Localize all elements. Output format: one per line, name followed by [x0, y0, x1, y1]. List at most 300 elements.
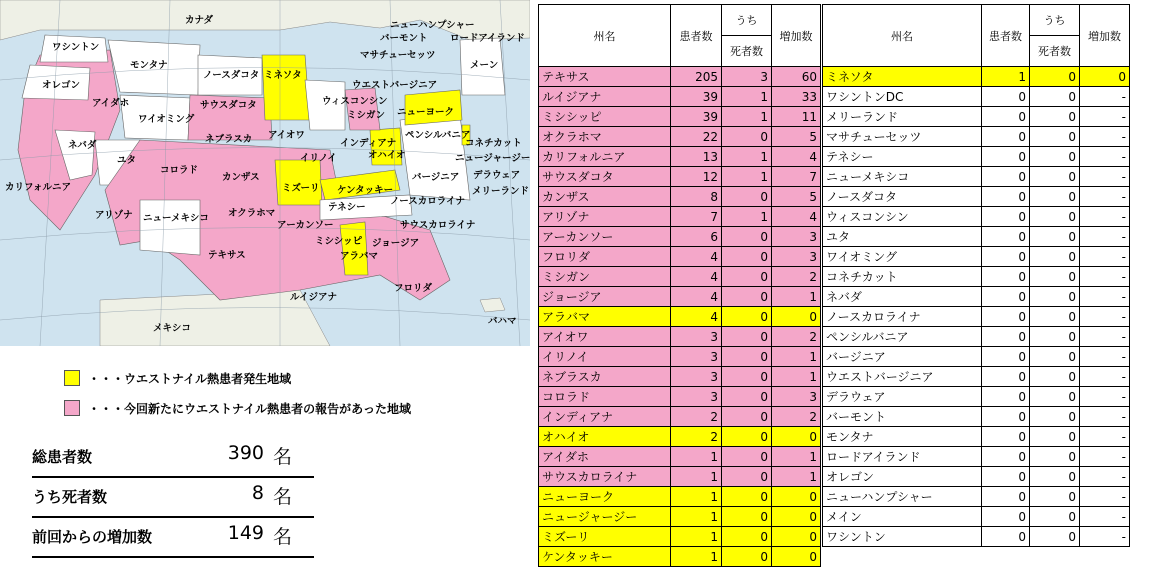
us-map: [0, 0, 530, 346]
map-label-texas: テキサス: [208, 250, 246, 261]
patients-cell: 205: [671, 67, 722, 87]
map-label-wisconsin: ウィスコンシン: [322, 96, 388, 107]
map-label-arkansas: アーカンソー: [277, 220, 334, 231]
patients-cell: 0: [982, 407, 1030, 427]
map-label-kentucky: ケンタッキー: [337, 185, 394, 196]
patients-cell: 0: [982, 307, 1030, 327]
patients-cell: 0: [982, 267, 1030, 287]
header-patients: 患者数: [671, 5, 722, 67]
patients-cell: 1: [671, 547, 722, 567]
increase-cell: -: [1080, 327, 1130, 347]
patients-cell: 22: [671, 127, 722, 147]
header-deaths-group: [1030, 5, 1080, 67]
deaths-cell: 0: [1030, 507, 1080, 527]
increase-cell: -: [1080, 527, 1130, 547]
state-cell: ケンタッキー: [539, 547, 671, 567]
deaths-cell: 0: [1030, 267, 1080, 287]
patients-cell: 1: [671, 487, 722, 507]
increase-cell: -: [1080, 307, 1130, 327]
stat-unit: 名: [272, 446, 292, 468]
increase-cell: 0: [772, 307, 821, 327]
legend-item-occurrence: [64, 368, 514, 388]
state-cell: ジョージア: [539, 287, 671, 307]
patients-cell: 0: [982, 347, 1030, 367]
table-row: [539, 227, 821, 247]
map-label-louisiana: ルイジアナ: [290, 292, 338, 303]
map-label-new-hampshire: ニューハンプシャー: [390, 20, 475, 31]
table-row: [539, 207, 821, 227]
increase-cell: 11: [772, 107, 821, 127]
stat-label: 前回からの増加数: [32, 528, 153, 546]
map-label-new-mexico: ニューメキシコ: [143, 213, 209, 224]
state-cell: サウスダコタ: [539, 167, 671, 187]
increase-cell: -: [1080, 207, 1130, 227]
patients-cell: 0: [982, 227, 1030, 247]
stat-value: 8: [251, 482, 264, 504]
map-label-wyoming: ワイオミング: [138, 114, 195, 125]
table-row: [823, 307, 1130, 327]
increase-cell: -: [1080, 387, 1130, 407]
map-label-minnesota: ミネソタ: [264, 70, 302, 81]
increase-cell: -: [1080, 107, 1130, 127]
state-cell: テネシー: [823, 147, 982, 167]
deaths-cell: 0: [722, 347, 772, 367]
legend-swatch-yellow: [64, 370, 80, 386]
table-row: [823, 387, 1130, 407]
deaths-cell: 1: [722, 207, 772, 227]
table-row: [823, 467, 1130, 487]
state-cell: ニュージャージー: [539, 507, 671, 527]
deaths-cell: 0: [722, 387, 772, 407]
map-label-indiana: インディアナ: [340, 138, 397, 149]
state-cell: マサチューセッツ: [823, 127, 982, 147]
map-label-arizona: アリゾナ: [95, 210, 133, 221]
map-label-north-carolina: ノースカロライナ: [390, 196, 465, 207]
patients-cell: 1: [982, 67, 1030, 87]
deaths-cell: 0: [722, 287, 772, 307]
deaths-cell: 0: [1030, 307, 1080, 327]
deaths-cell: 0: [1030, 127, 1080, 147]
map-label-delaware: デラウェア: [473, 170, 521, 181]
increase-cell: 2: [772, 267, 821, 287]
table-row: [823, 227, 1130, 247]
map-label-mexico: メキシコ: [153, 323, 191, 334]
stat-total-patients: [32, 438, 314, 478]
stat-unit: 名: [272, 486, 292, 508]
table-row: [823, 267, 1130, 287]
state-cell: カンザス: [539, 187, 671, 207]
increase-cell: -: [1080, 247, 1130, 267]
table-row: [823, 247, 1130, 267]
increase-cell: -: [1080, 127, 1130, 147]
increase-cell: 3: [772, 227, 821, 247]
state-cell: ウエストバージニア: [823, 367, 982, 387]
table-row: [823, 107, 1130, 127]
patients-cell: 4: [671, 307, 722, 327]
map-label-georgia: ジョージア: [372, 238, 420, 249]
increase-cell: 7: [772, 167, 821, 187]
deaths-cell: 0: [1030, 447, 1080, 467]
increase-cell: 1: [772, 367, 821, 387]
patients-cell: 0: [982, 107, 1030, 127]
deaths-cell: 0: [722, 427, 772, 447]
table-row: [539, 147, 821, 167]
table-left-wrap: [538, 4, 821, 567]
table-row: [539, 447, 821, 467]
stat-label: 総患者数: [32, 448, 93, 466]
patients-cell: 0: [982, 467, 1030, 487]
increase-cell: 1: [772, 287, 821, 307]
patients-cell: 3: [671, 327, 722, 347]
map-legend: [64, 368, 514, 428]
deaths-cell: 0: [722, 267, 772, 287]
increase-cell: -: [1080, 507, 1130, 527]
deaths-cell: 0: [722, 367, 772, 387]
patients-cell: 6: [671, 227, 722, 247]
increase-cell: 3: [772, 387, 821, 407]
deaths-cell: 0: [722, 487, 772, 507]
state-cell: ペンシルバニア: [823, 327, 982, 347]
patients-cell: 7: [671, 207, 722, 227]
state-cell: ワシントン: [823, 527, 982, 547]
map-label-west-virginia: ウエストバージニア: [352, 80, 438, 91]
state-cell: ニューメキシコ: [823, 167, 982, 187]
table-right-wrap: [822, 4, 1130, 547]
state-cell: オレゴン: [823, 467, 982, 487]
map-label-new-york: ニューヨーク: [397, 107, 455, 118]
state-cell: ロードアイランド: [823, 447, 982, 467]
legend-text: ・・・今回新たにウエストナイル熱患者の報告があった地域: [88, 401, 412, 416]
table-row: [823, 187, 1130, 207]
table-row: [539, 87, 821, 107]
map-label-mississippi: ミシシッピ: [315, 236, 363, 247]
state-cell: ネバダ: [823, 287, 982, 307]
state-cell: モンタナ: [823, 427, 982, 447]
patients-cell: 4: [671, 267, 722, 287]
increase-cell: 4: [772, 207, 821, 227]
patients-cell: 1: [671, 507, 722, 527]
header-deaths: 死者数: [1038, 45, 1071, 58]
patients-cell: 13: [671, 147, 722, 167]
state-cell: アイオワ: [539, 327, 671, 347]
map-label-colorado: コロラド: [160, 165, 199, 176]
increase-cell: 0: [772, 507, 821, 527]
deaths-cell: 0: [1030, 287, 1080, 307]
increase-cell: -: [1080, 167, 1130, 187]
state-cell: サウスカロライナ: [539, 467, 671, 487]
state-cell: メリーランド: [823, 107, 982, 127]
deaths-cell: 0: [722, 547, 772, 567]
table-row: [539, 427, 821, 447]
state-cell: カリフォルニア: [539, 147, 671, 167]
patients-cell: 1: [671, 467, 722, 487]
increase-cell: 0: [772, 527, 821, 547]
table-row: [823, 127, 1130, 147]
state-cell: イリノイ: [539, 347, 671, 367]
patients-cell: 0: [982, 427, 1030, 447]
table-row: [823, 67, 1130, 87]
map-label-california: カリフォルニア: [5, 182, 72, 193]
state-cell: ミネソタ: [823, 67, 982, 87]
header-state: 州名: [539, 5, 671, 67]
table-row: [539, 407, 821, 427]
deaths-cell: 0: [1030, 107, 1080, 127]
increase-cell: -: [1080, 287, 1130, 307]
table-row: [539, 327, 821, 347]
state-cell: ノースカロライナ: [823, 307, 982, 327]
state-cell: アーカンソー: [539, 227, 671, 247]
deaths-cell: 0: [1030, 207, 1080, 227]
deaths-cell: 0: [722, 507, 772, 527]
increase-cell: 1: [772, 467, 821, 487]
patients-cell: 0: [982, 147, 1030, 167]
patients-cell: 39: [671, 107, 722, 127]
table-row: [539, 367, 821, 387]
deaths-cell: 0: [1030, 167, 1080, 187]
patients-cell: 0: [982, 187, 1030, 207]
state-cell: ミシシッピ: [539, 107, 671, 127]
cases-table-left: [538, 4, 821, 567]
state-cell: ノースダコタ: [823, 187, 982, 207]
table-row: [823, 487, 1130, 507]
increase-cell: 60: [772, 67, 821, 87]
deaths-cell: 3: [722, 67, 772, 87]
state-cell: コロラド: [539, 387, 671, 407]
increase-cell: -: [1080, 267, 1130, 287]
header-increase: 増加数: [772, 5, 821, 67]
table-row: [539, 107, 821, 127]
table-row: [823, 367, 1130, 387]
deaths-cell: 0: [1030, 487, 1080, 507]
map-label-virginia: バージニア: [412, 172, 460, 183]
increase-cell: 0: [772, 547, 821, 567]
table-row: [539, 387, 821, 407]
patients-cell: 0: [982, 487, 1030, 507]
stat-deaths: [32, 478, 314, 518]
table-row: [539, 467, 821, 487]
state-cell: ユタ: [823, 227, 982, 247]
deaths-cell: 0: [1030, 327, 1080, 347]
map-label-idaho: アイダホ: [92, 98, 130, 109]
increase-cell: 4: [772, 147, 821, 167]
map-label-south-carolina: サウスカロライナ: [400, 220, 476, 231]
table-row: [539, 547, 821, 567]
map-label-oklahoma: オクラホマ: [228, 208, 276, 219]
legend-text: ・・・ウエストナイル熱患者発生地域: [88, 371, 292, 386]
increase-cell: 2: [772, 327, 821, 347]
table-row: [539, 187, 821, 207]
map-label-bahamas: バハマ: [488, 316, 517, 327]
state-cell: ワイオミング: [823, 247, 982, 267]
increase-cell: -: [1080, 427, 1130, 447]
map-label-maryland: メリーランド: [472, 186, 530, 197]
state-cell: バージニア: [823, 347, 982, 367]
header-deaths-group: [722, 5, 772, 67]
patients-cell: 0: [982, 527, 1030, 547]
deaths-cell: 0: [722, 527, 772, 547]
table-row: [539, 487, 821, 507]
increase-cell: -: [1080, 347, 1130, 367]
deaths-cell: 0: [722, 447, 772, 467]
deaths-cell: 0: [722, 407, 772, 427]
map-label-vermont: バーモント: [380, 33, 428, 44]
table-row: [823, 207, 1130, 227]
state-cell: フロリダ: [539, 247, 671, 267]
deaths-cell: 0: [1030, 147, 1080, 167]
increase-cell: 1: [772, 447, 821, 467]
deaths-cell: 0: [1030, 227, 1080, 247]
map-label-rhode-island: ロードアイランド: [450, 33, 525, 44]
header-deaths: 死者数: [730, 45, 763, 58]
map-label-canada: カナダ: [185, 15, 214, 26]
state-cell: バーモント: [823, 407, 982, 427]
legend-item-new-report: [64, 398, 514, 418]
increase-cell: 1: [772, 347, 821, 367]
table-row: [823, 527, 1130, 547]
map-label-south-dakota: サウスダコタ: [200, 100, 257, 111]
deaths-cell: 0: [1030, 67, 1080, 87]
map-label-ohio: オハイオ: [368, 150, 406, 161]
table-row: [823, 327, 1130, 347]
increase-cell: -: [1080, 407, 1130, 427]
deaths-cell: 0: [722, 227, 772, 247]
patients-cell: 0: [982, 287, 1030, 307]
deaths-cell: 0: [1030, 87, 1080, 107]
state-cell: ルイジアナ: [539, 87, 671, 107]
table-row: [823, 347, 1130, 367]
map-label-montana: モンタナ: [130, 60, 168, 71]
state-cell: テキサス: [539, 67, 671, 87]
patients-cell: 0: [982, 207, 1030, 227]
deaths-cell: 0: [722, 467, 772, 487]
deaths-cell: 0: [722, 187, 772, 207]
patients-cell: 1: [671, 527, 722, 547]
table-row: [823, 507, 1130, 527]
table-row: [539, 267, 821, 287]
header-uchi: うち: [1030, 5, 1079, 36]
patients-cell: 3: [671, 387, 722, 407]
map-label-connecticut: コネチカット: [465, 138, 522, 149]
table-row: [823, 447, 1130, 467]
state-cell: ミシガン: [539, 267, 671, 287]
state-cell: デラウェア: [823, 387, 982, 407]
map-label-kansas: カンザス: [222, 172, 260, 183]
patients-cell: 0: [982, 327, 1030, 347]
increase-cell: -: [1080, 467, 1130, 487]
map-label-iowa: アイオワ: [268, 130, 305, 141]
patients-cell: 39: [671, 87, 722, 107]
state-cell: ニューハンプシャー: [823, 487, 982, 507]
deaths-cell: 0: [722, 247, 772, 267]
header-uchi: うち: [722, 5, 771, 36]
deaths-cell: 0: [1030, 387, 1080, 407]
map-label-nevada: ネバダ: [68, 140, 97, 151]
patients-cell: 0: [982, 167, 1030, 187]
increase-cell: -: [1080, 487, 1130, 507]
deaths-cell: 0: [1030, 467, 1080, 487]
state-cell: メイン: [823, 507, 982, 527]
patients-cell: 8: [671, 187, 722, 207]
map-label-massachusetts: マサチューセッツ: [360, 50, 436, 61]
patients-cell: 0: [982, 367, 1030, 387]
patients-cell: 0: [982, 387, 1030, 407]
table-row: [823, 147, 1130, 167]
increase-cell: 2: [772, 407, 821, 427]
table-row: [539, 287, 821, 307]
increase-cell: 0: [772, 487, 821, 507]
deaths-cell: 1: [722, 107, 772, 127]
deaths-cell: 1: [722, 167, 772, 187]
map-label-utah: ユタ: [117, 155, 137, 166]
table-row: [823, 287, 1130, 307]
stat-unit: 名: [272, 526, 292, 548]
map-label-pennsylvania: ペンシルバニア: [405, 130, 471, 141]
table-row: [539, 247, 821, 267]
patients-cell: 1: [671, 447, 722, 467]
deaths-cell: 1: [722, 147, 772, 167]
state-cell: コネチカット: [823, 267, 982, 287]
deaths-cell: 0: [1030, 527, 1080, 547]
patients-cell: 0: [982, 87, 1030, 107]
header-state: 州名: [823, 5, 982, 67]
state-cell: ミズーリ: [539, 527, 671, 547]
deaths-cell: 0: [1030, 427, 1080, 447]
increase-cell: -: [1080, 447, 1130, 467]
patients-cell: 2: [671, 407, 722, 427]
increase-cell: 0: [772, 427, 821, 447]
map-label-alabama: アラバマ: [340, 251, 379, 262]
increase-cell: -: [1080, 147, 1130, 167]
patients-cell: 2: [671, 427, 722, 447]
summary-stats: [32, 438, 314, 558]
map-label-michigan: ミシガン: [347, 110, 386, 121]
increase-cell: 5: [772, 127, 821, 147]
header-patients: 患者数: [982, 5, 1030, 67]
state-cell: アラバマ: [539, 307, 671, 327]
stat-value: 390: [227, 442, 264, 464]
state-cell: ワシントンDC: [823, 87, 982, 107]
map-label-tennessee: テネシー: [328, 202, 366, 213]
stat-increase: [32, 518, 314, 558]
stat-label: うち死者数: [32, 488, 108, 506]
state-cell: アイダホ: [539, 447, 671, 467]
patients-cell: 0: [982, 247, 1030, 267]
deaths-cell: 1: [722, 87, 772, 107]
table-row: [539, 67, 821, 87]
legend-swatch-pink: [64, 400, 80, 416]
cases-table-right: [822, 4, 1130, 547]
state-cell: ウィスコンシン: [823, 207, 982, 227]
increase-cell: -: [1080, 367, 1130, 387]
map-label-maine: メーン: [470, 60, 499, 71]
map-label-nebraska: ネブラスカ: [205, 134, 253, 145]
map-label-missouri: ミズーリ: [282, 183, 320, 194]
deaths-cell: 0: [1030, 367, 1080, 387]
deaths-cell: 0: [722, 307, 772, 327]
increase-cell: -: [1080, 227, 1130, 247]
table-row: [539, 167, 821, 187]
increase-cell: -: [1080, 187, 1130, 207]
map-label-new-jersey: ニュージャージー: [455, 153, 530, 164]
patients-cell: 4: [671, 287, 722, 307]
deaths-cell: 0: [1030, 187, 1080, 207]
deaths-cell: 0: [1030, 407, 1080, 427]
state-cell: オハイオ: [539, 427, 671, 447]
stat-value: 149: [227, 522, 264, 544]
table-row: [539, 507, 821, 527]
state-cell: インディアナ: [539, 407, 671, 427]
deaths-cell: 0: [1030, 347, 1080, 367]
